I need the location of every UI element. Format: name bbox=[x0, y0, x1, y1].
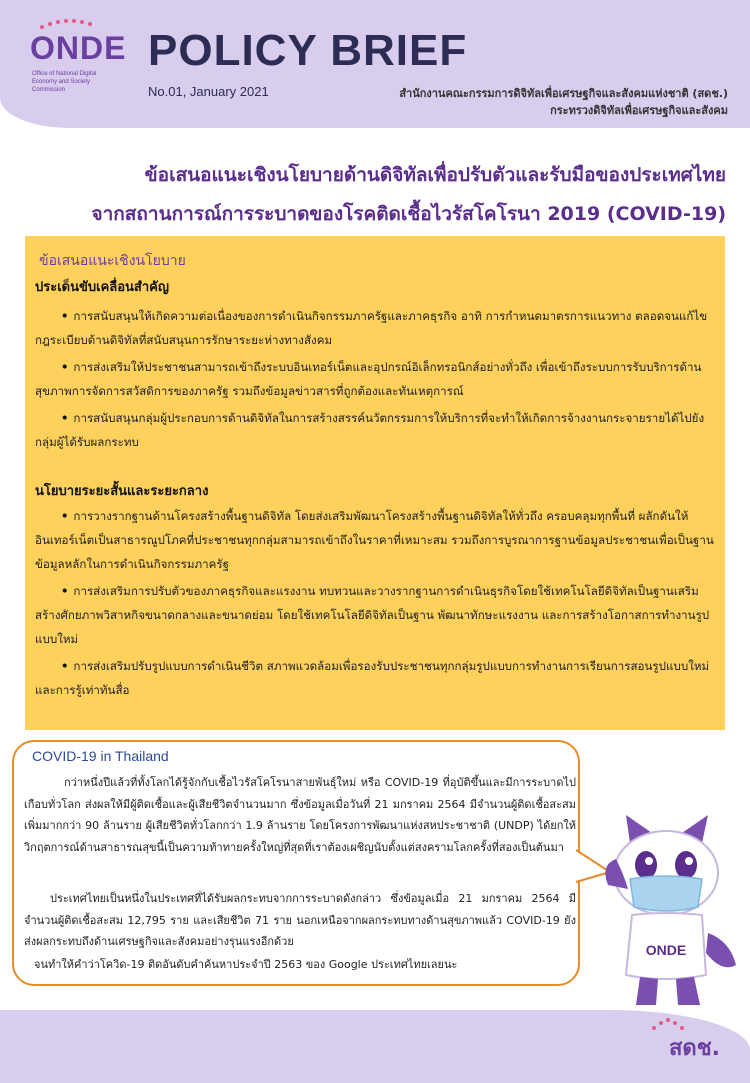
footer-onde-logo: สดช. bbox=[668, 1036, 720, 1061]
list-item: • การสนับสนุนให้เกิดความต่อเนื่องของการดำเนินกิจกรรมภาครัฐและภาคธุรกิจ อาทิ การกำหนดมาตรการแนวทาง ตลอดจนแก้ไขกฎระเบียบด้านดิจิทัลที่สนับสนุนการรักษาระยะห่างทางสังคม bbox=[35, 304, 715, 352]
org-name-line1: สำนักงานคณะกรรมการดิจิทัลเพื่อเศรษฐกิจและสังคมแห่งชาติ (สดช.) bbox=[399, 87, 728, 100]
policy-heading: ข้อเสนอแนะเชิงนโยบาย bbox=[39, 253, 186, 269]
list-item: • การสนับสนุนกลุ่มผู้ประกอบการด้านดิจิทัลในการสร้างสรรค์นวัตกรรมการให้บริการที่จะทำให้เกิดการจ้างงานกระจายรายได้ไปยังกลุ่มผู้ได้รับผลกระทบ bbox=[35, 406, 715, 454]
onde-logo bbox=[26, 18, 146, 98]
footer-banner bbox=[0, 1010, 750, 1083]
covid-paragraph-3: จนทำให้คำว่าโควิด-19 ติดอันดับคำค้นหาประจำปี 2563 ของ Google ประเทศไทยเลยนะ bbox=[34, 958, 458, 971]
policy-brief-title: POLICY BRIEF bbox=[148, 26, 468, 75]
list-item: • การส่งเสริมให้ประชาชนสามารถเข้าถึงระบบอินเทอร์เน็ตและอุปกรณ์อิเล็กทรอนิกส์อย่างทั่วถึง เพื่อเข้าถึงระบบการรับบริการด้านสุขภาพการจัดการสวัสดิการของภาครัฐ รวมถึงข้อมูลข่าวสารที่ถูกต้องและทันเหตุการณ์ bbox=[35, 355, 715, 403]
list-item: • การวางรากฐานด้านโครงสร้างพื้นฐานดิจิทัล โดยส่งเสริมพัฒนาโครงสร้างพื้นฐานดิจิทัลให้ทั่วถึง ครอบคลุมทุกพื้นที่ ผลักดันให้อินเทอร์เน็ตเป็นสาธารณูปโภคที่ประชาชนทุกกลุ่มสามารถเข้าถึงในราคาที่เหมาะสม รวมถึงการบูรณาการฐานข้อมูลประชาชนเพื่อเป็นฐานข้อมูลหลักในการดำเนินกิจกรรมภาครัฐ bbox=[35, 504, 715, 576]
issue-number: No.01, January 2021 bbox=[148, 84, 269, 99]
main-title-line1: ข้อเสนอแนะเชิงนโยบายด้านดิจิทัลเพื่อปรับตัวและรับมือของประเทศไทย bbox=[144, 164, 726, 186]
policy-recommendations-box bbox=[25, 236, 725, 730]
covid-paragraph-2: ประเทศไทยเป็นหนึ่งในประเทศที่ได้รับผลกระทบจากการระบาดดังกล่าว ซึ่งข้อมูลเมื่อ 21 มกราคม 2564 มีจำนวนผู้ติดเชื้อสะสม 12,795 ราย และเสียชีวิต 71 ราย นอกเหนือจากผลกระทบทางด้านสุขภาพแล้ว COVID-19 ยังส่งผลกระทบถึงด้านเศรษฐกิจและสังคมอย่างรุนแรงอีกด้วย bbox=[24, 892, 576, 948]
logo-text: ONDE bbox=[30, 30, 127, 66]
cat-mascot-icon bbox=[590, 815, 740, 1015]
mascot-shirt-text: ONDE bbox=[645, 942, 687, 958]
section-heading-short-mid-term: นโยบายระยะสั้นและระยะกลาง bbox=[35, 484, 209, 499]
main-title-line2: จากสถานการณ์การระบาดของโรคติดเชื้อไวรัสโคโรนา 2019 (COVID-19) bbox=[91, 203, 726, 225]
covid-paragraph-1: กว่าหนึ่งปีแล้วที่ทั้งโลกได้รู้จักกับเชื้อไวรัสโคโรนาสายพันธุ์ใหม่ หรือ COVID-19 ที่อุบัติขึ้นและมีการระบาดไปเกือบทั่วโลก ส่งผลให้มีผู้ติดเชื้อและผู้เสียชีวิตจำนวนมาก ซึ่งข้อมูลเมื่อวันที่ 21 มกราคม 2564 มีจำนวนผู้ติดเชื้อสะสมเพิ่มมากกว่า 90 ล้านราย ผู้เสียชีวิตทั่วโลกกว่า 1.9 ล้านราย โดยโครงการพัฒนาแห่งสหประชาชาติ (UNDP) ได้ยกให้วิกฤตการณ์ด้านสาธารณสุขนี้เป็นความท้าทายครั้งใหญ่ที่สุดที่เราต้องเผชิญนับตั้งแต่สงครามโลกครั้งที่สองเป็นต้นมา bbox=[24, 776, 576, 854]
section-heading-key-drivers: ประเด็นขับเคลื่อนสำคัญ bbox=[35, 280, 169, 295]
logo-subtitle: Office of National Digital Economy and Society Commission bbox=[32, 71, 97, 93]
short-mid-term-list bbox=[35, 504, 715, 705]
list-item: • การส่งเสริมปรับรูปแบบการดำเนินชีวิต สภาพแวดล้อมเพื่อรองรับประชาชนทุกกลุ่มรูปแบบการทำงานการเรียนการสอนรูปแบบใหม่และการรู้เท่าทันสื่อ bbox=[35, 654, 715, 702]
covid-box-title: COVID-19 in Thailand bbox=[32, 748, 169, 764]
key-drivers-list bbox=[35, 304, 715, 457]
covid-speech-box bbox=[12, 740, 580, 986]
list-item: • การส่งเสริมการปรับตัวของภาคธุรกิจและแรงงาน ทบทวนและวางรากฐานการดำเนินธุรกิจโดยใช้เทคโนโลยีดิจิทัลเป็นฐานเสริมสร้างศักยภาพวิสาหกิจขนาดกลางและขนาดย่อม โดยใช้เทคโนโลยีดิจิทัลเป็นฐาน พัฒนาทักษะแรงงาน และการสร้างโอกาสการทำงานรูปแบบใหม่ bbox=[35, 579, 715, 651]
org-name-line2: กระทรวงดิจิทัลเพื่อเศรษฐกิจและสังคม bbox=[550, 104, 728, 117]
